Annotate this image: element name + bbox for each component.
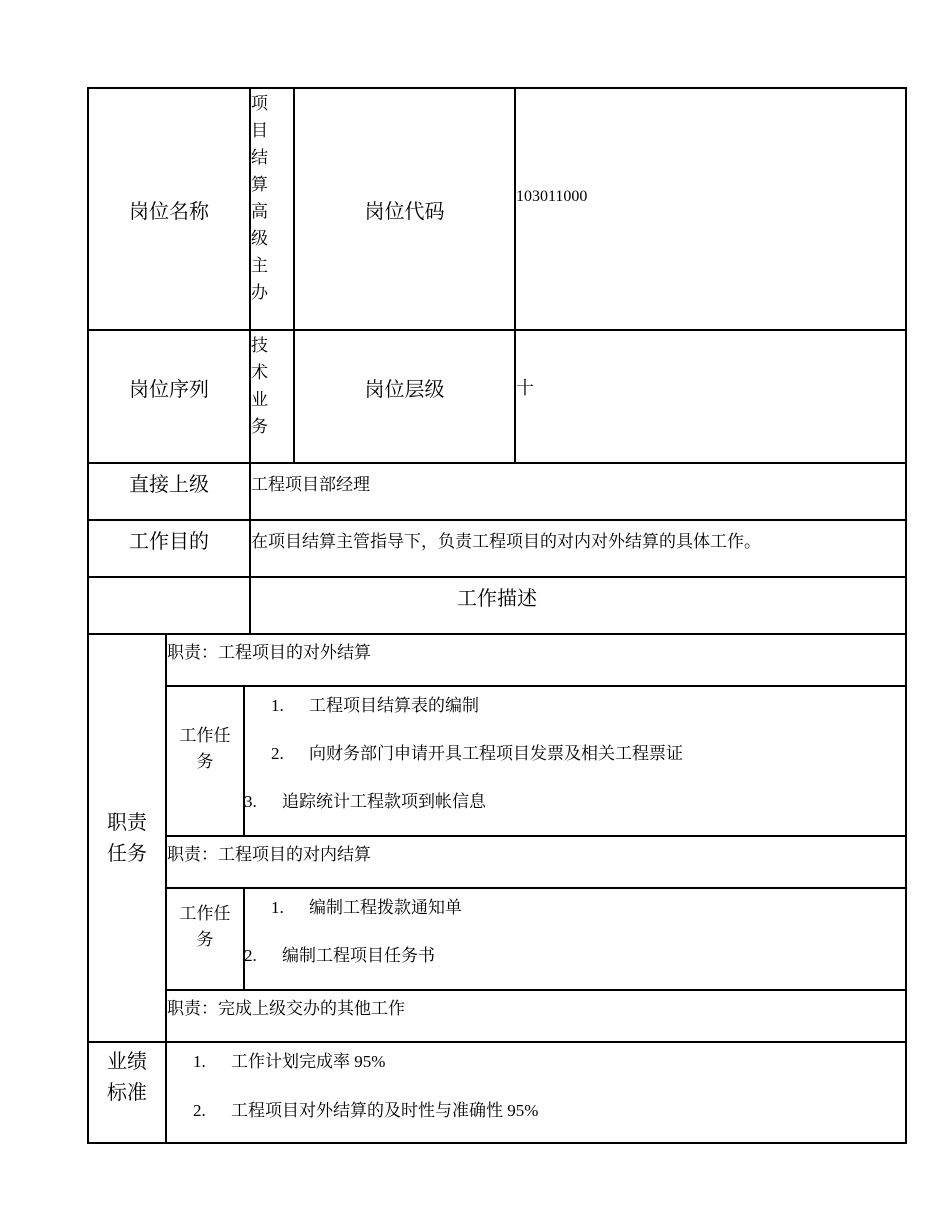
level-label: 岗位层级: [364, 378, 445, 401]
position-name-label: 岗位名称: [129, 200, 209, 223]
task-item: [271, 893, 462, 918]
duty-title: 职责：完成上级交办的其他工作: [167, 999, 405, 1018]
task-item: [271, 739, 683, 764]
task-text: 编制工程拨款通知单: [309, 898, 462, 917]
position-code-label: 岗位代码: [364, 200, 445, 223]
task-text: 编制工程项目任务书: [282, 946, 435, 965]
task-number: 1.: [271, 898, 284, 917]
task-label: 工作任务: [179, 904, 231, 949]
task-text: 追踪统计工程款项到帐信息: [282, 792, 486, 811]
task-text: 工程项目结算表的编制: [309, 696, 479, 715]
supervisor-value: 工程项目部经理: [251, 475, 370, 494]
performance-item: [193, 1096, 538, 1121]
duty-title: 职责：工程项目的对外结算: [167, 643, 371, 662]
duty-title: 职责：工程项目的对内结算: [167, 845, 371, 864]
supervisor-label: 直接上级: [129, 473, 209, 496]
task-number: 1.: [271, 696, 284, 715]
level-value: 十: [516, 378, 534, 398]
task-item: [244, 787, 486, 812]
performance-number: 2.: [193, 1101, 206, 1120]
performance-label: 业绩标准: [107, 1051, 147, 1104]
task-text: 向财务部门申请开具工程项目发票及相关工程票证: [309, 744, 683, 763]
task-label: 工作任务: [179, 726, 231, 771]
duties-section-label: 职责任务: [107, 811, 147, 865]
purpose-label: 工作目的: [129, 530, 209, 553]
performance-item: [193, 1047, 385, 1072]
task-number: 2.: [271, 744, 284, 763]
task-number: 2.: [244, 946, 257, 965]
task-item: [271, 691, 479, 716]
performance-text: 工程项目对外结算的及时性与准确性 95%: [231, 1101, 539, 1120]
task-number: 3.: [244, 792, 257, 811]
work-description-title: 工作描述: [457, 587, 537, 610]
performance-text: 工作计划完成率 95%: [231, 1052, 386, 1071]
sequence-label: 岗位序列: [129, 378, 209, 401]
position-name-value: 项目结算高级主办: [251, 94, 268, 302]
performance-number: 1.: [193, 1052, 206, 1071]
sequence-value: 技术业务: [251, 336, 268, 436]
purpose-value: 在项目结算主管指导下，负责工程项目的对内对外结算的具体工作。: [251, 532, 761, 551]
position-code-value: 103011000: [516, 188, 588, 205]
task-item: [244, 941, 435, 966]
job-description-table: [87, 87, 907, 1144]
